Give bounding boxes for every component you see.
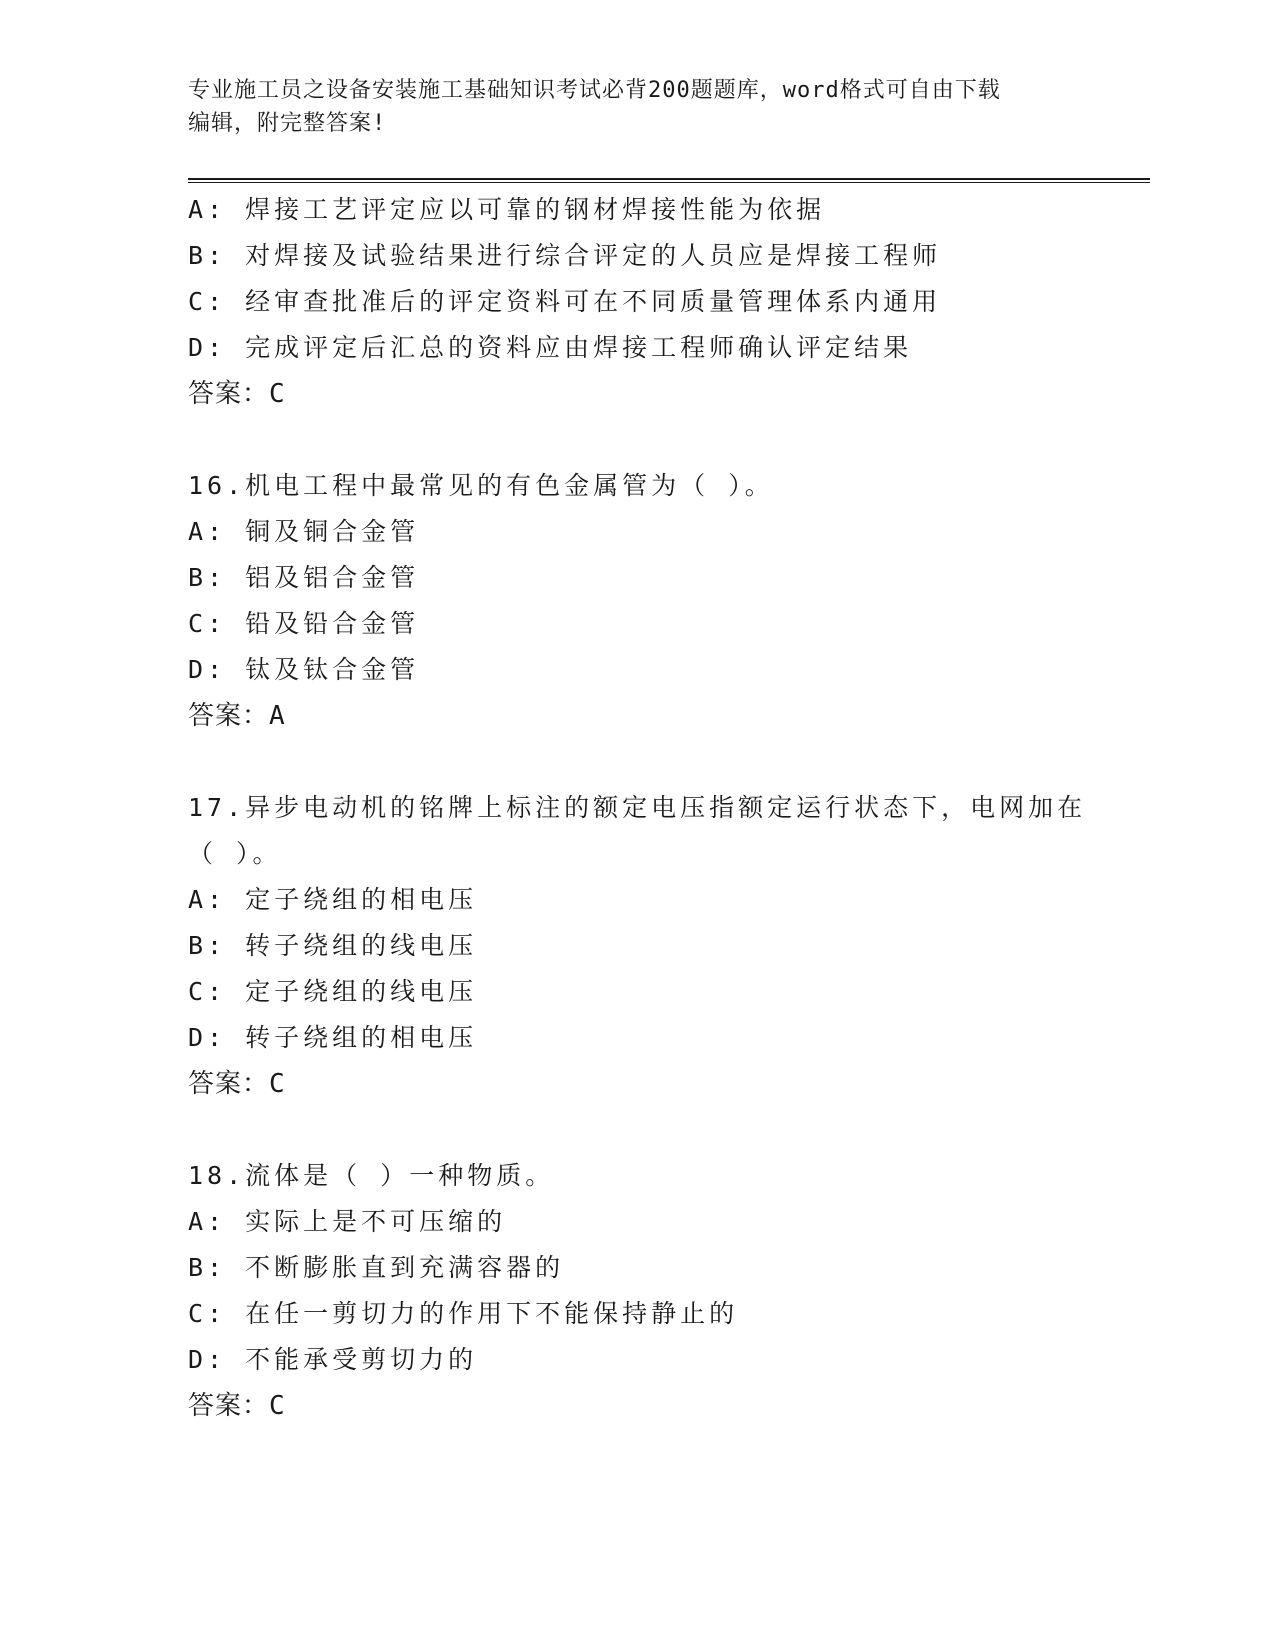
answer-line: 答案：C bbox=[188, 1069, 286, 1099]
question-list bbox=[188, 187, 1150, 1429]
option-a: A: 实际上是不可压缩的 bbox=[188, 1207, 507, 1236]
option-b: B: 转子绕组的线电压 bbox=[188, 931, 478, 960]
option-b: B: 不断膨胀直到充满容器的 bbox=[188, 1253, 565, 1282]
spacer bbox=[188, 417, 1150, 463]
option-d: D: 不能承受剪切力的 bbox=[188, 1345, 478, 1374]
option-c: C: 经审查批准后的评定资料可在不同质量管理体系内通用 bbox=[188, 287, 942, 316]
option-c: C: 铅及铅合金管 bbox=[188, 609, 420, 638]
spacer bbox=[188, 1107, 1150, 1153]
option-d: D: 钛及钛合金管 bbox=[188, 655, 420, 684]
answer-line: 答案：C bbox=[188, 1391, 286, 1421]
answer-line: 答案：C bbox=[188, 379, 286, 409]
question-text: 17.异步电动机的铭牌上标注的额定电压指额定运行状态下，电网加在 bbox=[188, 793, 1087, 822]
option-c: C: 在任一剪切力的作用下不能保持静止的 bbox=[188, 1299, 739, 1328]
question-text-continued: （ ）。 bbox=[188, 839, 282, 868]
option-d: D: 转子绕组的相电压 bbox=[188, 1023, 478, 1052]
question-text: 16.机电工程中最常见的有色金属管为（ ）。 bbox=[188, 471, 774, 500]
question-16-block bbox=[188, 463, 1150, 739]
option-a: A: 铜及铜合金管 bbox=[188, 517, 420, 546]
option-b: B: 铝及铝合金管 bbox=[188, 563, 420, 592]
option-a: A: 焊接工艺评定应以可靠的钢材焊接性能为依据 bbox=[188, 195, 826, 224]
header-line-2: 编辑，附完整答案! bbox=[188, 111, 387, 136]
option-b: B: 对焊接及试验结果进行综合评定的人员应是焊接工程师 bbox=[188, 241, 942, 270]
header-line-1: 专业施工员之设备安装施工基础知识考试必背200题题库，word格式可自由下载 bbox=[188, 78, 1001, 103]
option-c: C: 定子绕组的线电压 bbox=[188, 977, 478, 1006]
option-a: A: 定子绕组的相电压 bbox=[188, 885, 478, 914]
document-header bbox=[188, 74, 1088, 140]
spacer bbox=[188, 739, 1150, 785]
answer-line: 答案：A bbox=[188, 701, 286, 731]
question-18-block bbox=[188, 1153, 1150, 1429]
option-d: D: 完成评定后汇总的资料应由焊接工程师确认评定结果 bbox=[188, 333, 913, 362]
question-17-block bbox=[188, 785, 1150, 1107]
question-15-block bbox=[188, 187, 1150, 417]
question-text: 18.流体是（ ）一种物质。 bbox=[188, 1161, 555, 1190]
header-divider bbox=[188, 178, 1150, 183]
